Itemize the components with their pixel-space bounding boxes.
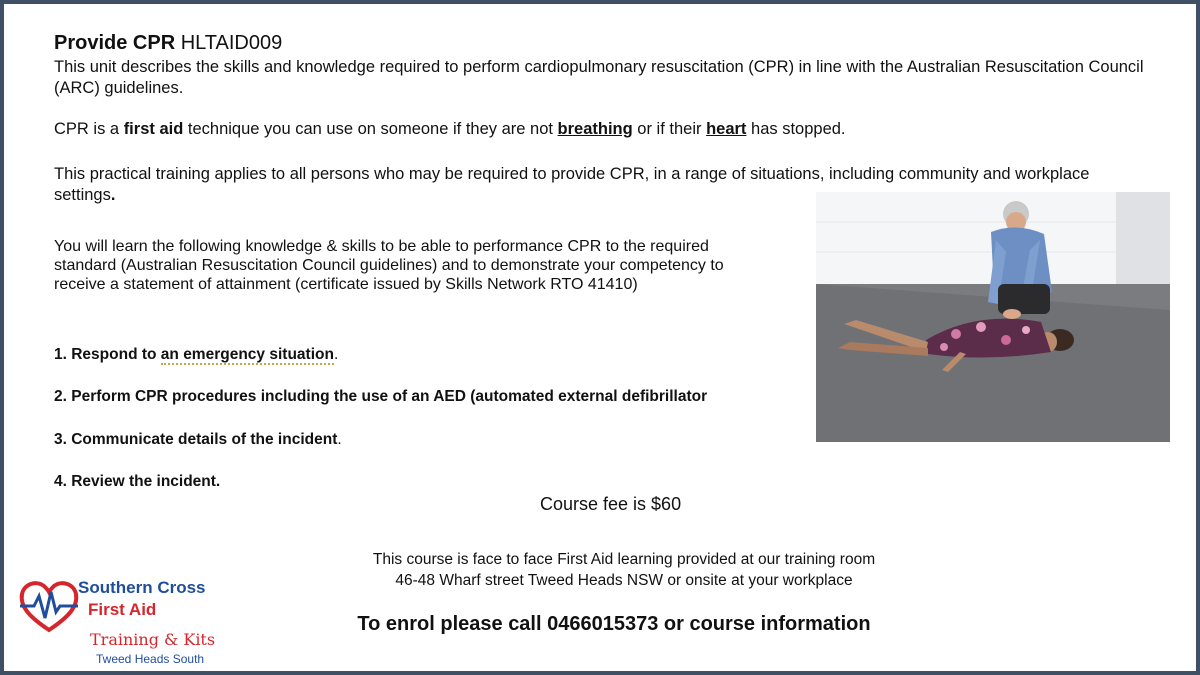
course-info [304,549,944,591]
practical-end: . [110,186,116,204]
cpr-text-b: technique you can use on someone if they are not [183,120,558,138]
intro-paragraph: This unit describes the skills and knowledge required to perform cardiopulmonary resuscitation (CPR) in line with the Australian Resuscitation Council (ARC) guidelines. [54,58,1144,97]
logo-name-line2: First Aid [88,600,157,619]
step-1-end: . [333,346,339,363]
keyword-breathing: breathing [557,120,633,138]
enrol-call-to-action: To enrol please call 0466015373 or course information [357,613,871,635]
learn-paragraph: You will learn the following knowledge & skills to be able to performance CPR to the required standard (Australian Resuscitation Council guidelines) and to demonstrate your competency to receive a statement of attainment (certificate issued by Skills Network RTO 41410) [54,238,724,293]
cpr-text-a: CPR is a [54,120,124,138]
step-3-end: . [337,431,342,448]
title-bold: Provide CPR [54,32,176,54]
slide [4,4,1196,671]
logo-location: Tweed Heads South [96,652,205,666]
logo-subtitle: Training & Kits [90,630,216,649]
step-2: 2. Perform CPR procedures including the use of an AED (automated external defibrillator [54,388,708,405]
cpr-text-d: has stopped. [746,120,846,138]
cpr-training-photo [816,192,1170,442]
step-3-text: 3. Communicate details of the incident [54,431,338,448]
step-1-emphasis: an emergency situation [160,346,334,363]
step-1 [54,346,338,364]
heart-pulse-icon [18,578,80,634]
step-4: 4. Review the incident. [54,473,221,490]
cpr-text-c: or if their [632,120,707,138]
step-3 [54,431,342,449]
unit-code: HLTAID009 [175,32,283,54]
info-line-2: 46-48 Wharf street Tweed Heads NSW or onsite at your workplace [395,572,853,589]
page-title [54,32,282,55]
keyword-first-aid: first aid [123,120,184,138]
course-fee: Course fee is $60 [540,494,682,514]
keyword-heart: heart [706,120,747,138]
practical-text: This practical training applies to all persons who may be required to provide CPR, in a range of situations, including community and workplace settings [54,165,1090,204]
cpr-paragraph [54,119,1144,140]
logo-name-line1: Southern Cross [78,578,206,597]
step-1-prefix: 1. Respond to [54,346,161,363]
logo [18,578,234,668]
info-line-1: This course is face to face First Aid learning provided at our training room [372,551,876,568]
